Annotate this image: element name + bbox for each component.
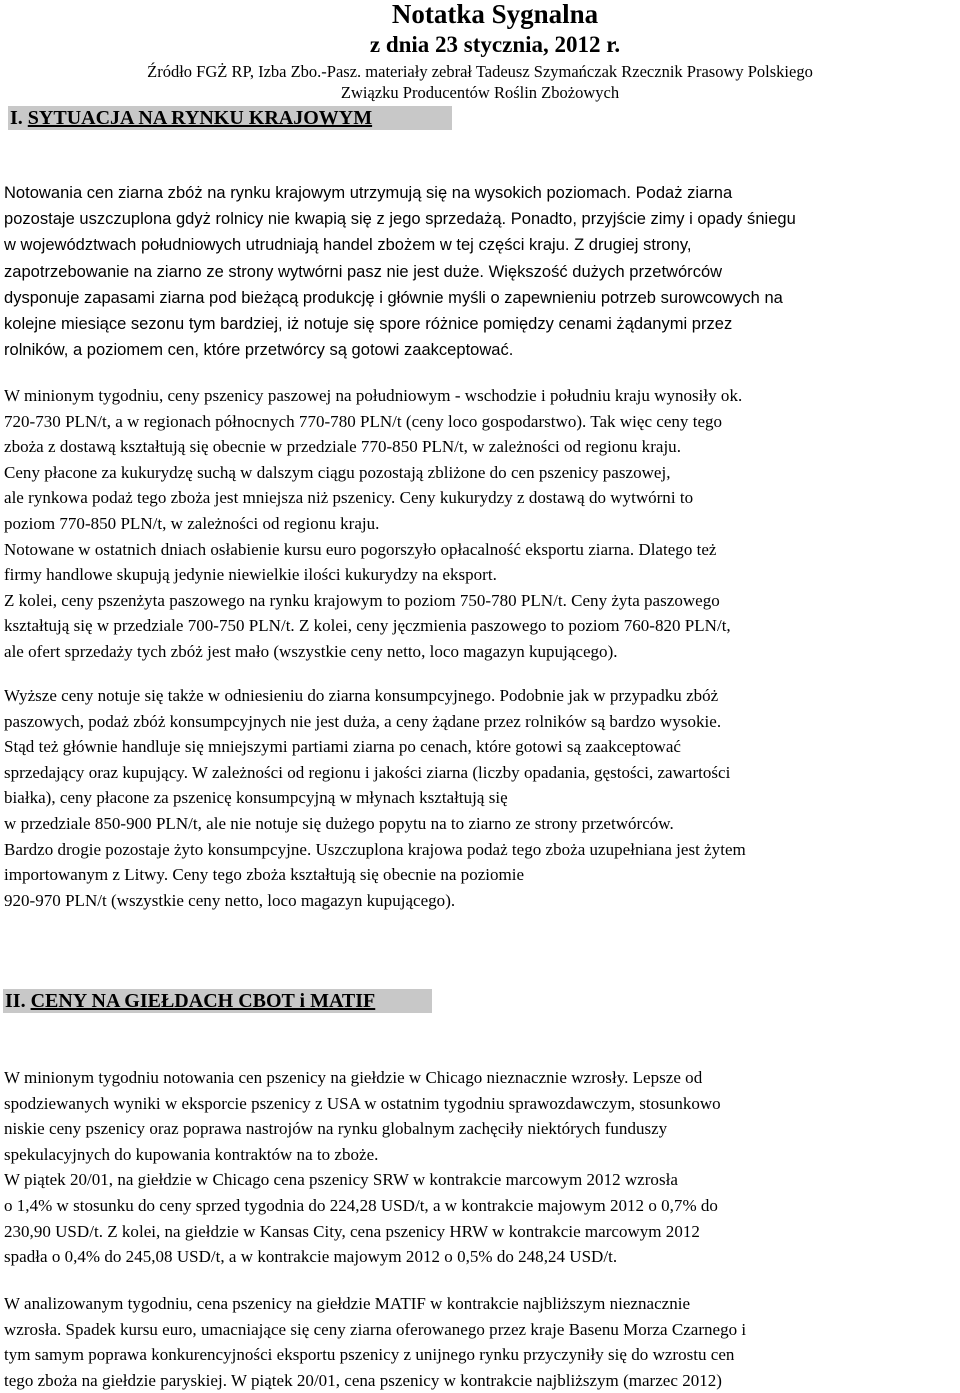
text-line: Notowania cen ziarna zbóż na rynku krajowym utrzymują się na wysokich poziomach. Podaż ziarna — [4, 184, 733, 202]
section-heading-domestic-market — [8, 106, 452, 130]
text-line: o 1,4% w stosunku do ceny sprzed tygodnia do 224,28 USD/t, a w kontrakcie majowym 2012 o 0,7% do — [4, 1195, 718, 1215]
section-number: I. — [10, 107, 23, 129]
source-note — [0, 61, 960, 103]
text-line: 720-730 PLN/t, a w regionach północnych 770-780 PLN/t (ceny loco gospodarstwo). Tak więc ceny tego — [4, 411, 723, 431]
paragraph — [4, 683, 958, 913]
section-title: SYTUACJA NA RYNKU KRAJOWYM — [27, 107, 373, 129]
text-line: kolejne miesiące sezonu tym bardziej, iż notuje się spore różnice pomiędzy cenami żądanymi przez — [4, 315, 733, 334]
text-line: niskie ceny pszenicy oraz poprawa nastrojów na rynku globalnym zachęciły niektórych funduszy — [4, 1119, 668, 1139]
text-line: W piątek 20/01, na giełdzie w Chicago cena pszenicy SRW w kontrakcie marcowym 2012 wzrosła — [4, 1170, 678, 1190]
text-line: 920-970 PLN/t (wszystkie ceny netto, loco magazyn kupującego). — [4, 890, 456, 910]
text-line: Notowane w ostatnich dniach osłabienie kursu euro pogorszyło opłacalność eksportu ziarna. Dlatego też — [4, 539, 717, 559]
text-line: zboża z dostawą kształtują się obecnie w przedziale 770-850 PLN/t, w zależności od regionu kraju. — [4, 437, 681, 457]
section-number: II. — [5, 990, 26, 1012]
text-line: firmy handlowe skupują jedynie niewielkie ilości kukurydzy na eksport. — [4, 565, 497, 585]
text-line: W minionym tygodniu notowania cen pszenicy na giełdzie w Chicago nieznacznie wzrosły. Lepsze od — [4, 1068, 703, 1087]
text-line: Bardzo drogie pozostaje żyto konsumpcyjne. Uszczuplona krajowa podaż tego zboża uzupełniana jest żytem — [4, 839, 746, 859]
document-date: z dnia 23 stycznia, 2012 r. — [369, 32, 621, 57]
text-line: 230,90 USD/t. Z kolei, na giełdzie w Kansas City, cena pszenicy HRW w kontrakcie marcowym 2012 — [4, 1221, 700, 1241]
text-line: W analizowanym tygodniu, cena pszenicy na giełdzie MATIF w kontrakcie najbliższym nieznacznie — [4, 1294, 691, 1313]
document-title: Notatka Sygnalna — [391, 0, 599, 29]
source-line: Źródło FGŻ RP, Izba Zbo.-Pasz. materiały zebrał Tadeusz Szymańczak Rzecznik Prasowy Polskiego — [147, 62, 813, 81]
text-line: poziom 770-850 PLN/t, w zależności od regionu kraju. — [4, 513, 380, 533]
text-line: tym samym poprawa konkurencyjności eksportu pszenicy z unijnego rynku przyczyniły się do wzrostu cen — [4, 1345, 735, 1365]
text-line: rolników, a poziomem cen, które przetwórcy są gotowi zaakceptować. — [4, 341, 514, 360]
text-line: Ceny płacone za kukurydzę suchą w dalszym ciągu pozostają zbliżone do cen pszenicy paszowej, — [4, 462, 671, 482]
paragraph — [4, 383, 958, 665]
section-heading-exchanges — [3, 989, 432, 1013]
paragraph — [4, 180, 958, 363]
section-title: CENY NA GIEŁDACH CBOT i MATIF — [30, 990, 376, 1012]
text-line: tego zboża na giełdzie paryskiej. W piątek 20/01, cena pszenicy w kontrakcie najbliższym (marzec 2012) — [4, 1370, 722, 1390]
text-line: Stąd też głównie handluje się mniejszymi partiami ziarna po cenach, które gotowi są zaakceptować — [4, 737, 681, 757]
text-line: Wyższe ceny notuje się także w odniesieniu do ziarna konsumpcyjnego. Podobnie jak w przypadku zbóż — [4, 686, 719, 705]
text-line: w przedziale 850-900 PLN/t, ale nie notuje się dużego popytu na to ziarno ze strony przetwórców. — [4, 813, 674, 833]
source-line: Związku Producentów Roślin Zbożowych — [340, 83, 620, 102]
text-line: importowanym z Litwy. Ceny tego zboża kształtują się obecnie na poziomie — [4, 865, 525, 885]
text-line: wzrosła. Spadek kursu euro, umacniające się ceny ziarna oferowanego przez kraje Basenu Morza Czarnego i — [4, 1319, 747, 1339]
text-line: zapotrzebowanie na ziarno ze strony wytwórni pasz nie jest duże. Większość dużych przetwórców — [4, 262, 723, 281]
text-line: dysponuje zapasami ziarna pod bieżącą produkcję i głównie myśli o zapewnieniu potrzeb surowcowych na — [4, 288, 783, 307]
text-line: spodziewanych wyniki w eksporcie pszenicy z USA w ostatnim tygodniu sprawozdawczym, stosunkowo — [4, 1093, 721, 1113]
text-line: Z kolei, ceny pszenżyta paszowego na rynku krajowym to poziom 750-780 PLN/t. Ceny żyta paszowego — [4, 590, 720, 610]
paragraph — [4, 1065, 958, 1270]
text-line: spekulacyjnych do kupowania kontraktów na to zboże. — [4, 1144, 379, 1164]
text-line: białka), ceny płacone za pszenicę konsumpcyjną w młynach kształtują się — [4, 788, 508, 808]
text-line: ale rynkowa podaż tego zboża jest mniejsza niż pszenicy. Ceny kukurydzy z dostawą do wytwórni to — [4, 488, 694, 508]
text-line: W minionym tygodniu, ceny pszenicy paszowej na południowym - wschodzie i południu kraju wynosiły ok. — [4, 386, 743, 405]
text-line: spadła o 0,4% do 245,08 USD/t, a w kontrakcie majowym 2012 o 0,5% do 248,24 USD/t. — [4, 1247, 618, 1267]
text-line: ale ofert sprzedaży tych zbóż jest mało (wszystkie ceny netto, loco magazyn kupującego). — [4, 641, 618, 661]
paragraph — [4, 1291, 958, 1393]
text-line: kształtują się w przedziale 700-750 PLN/t. Z kolei, ceny jęczmienia paszowego to poziom 760-820 PLN/t, — [4, 616, 731, 636]
text-line: paszowych, podaż zbóż konsumpcyjnych nie jest duża, a ceny żądane przez rolników są bardzo wysokie. — [4, 711, 722, 731]
text-line: pozostaje uszczuplona gdyż rolnicy nie kwapią się z jego sprzedażą. Ponadto, przyjście zimy i opady śniegu — [4, 210, 796, 229]
text-line: w województwach południowych utrudniają handel zbożem w tej części kraju. Z drugiej strony, — [4, 236, 692, 255]
text-line: sprzedający oraz kupujący. W zależności od regionu i jakości ziarna (liczby opadania, gęstości, zawartości — [4, 762, 731, 782]
